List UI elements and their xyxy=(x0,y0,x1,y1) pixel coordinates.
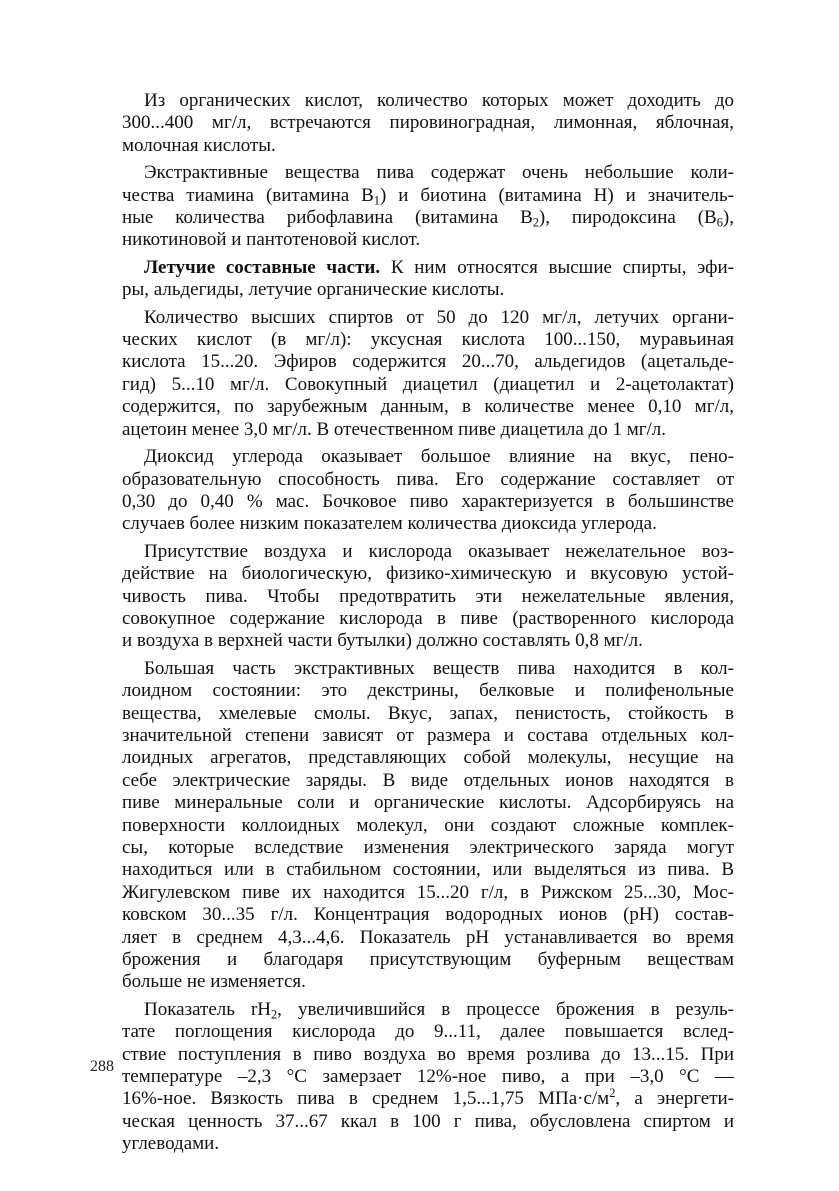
text-line: значительной степени зависят от размера и состава отдельных кол- xyxy=(122,724,734,746)
text-line: 0,30 до 0,40 % мас. Бочковое пиво характеризуется в большинстве xyxy=(122,490,734,512)
text-line: ры, альдегиды, летучие органические кислоты. xyxy=(122,279,505,301)
paragraph-extractive-vitamins xyxy=(122,162,734,252)
text-fragment: 16%-ное. Вязкость пива в среднем 1,5...1,75 МПа·с/м xyxy=(122,1088,610,1110)
text-line: кислота 15...20. Эфиров содержится 20...70, альдегидов (ацетальде- xyxy=(122,351,734,373)
text-line: больше не изменяется. xyxy=(122,971,306,993)
text-line: ческих кислот (в мг/л): уксусная кислота 100...150, муравьиная xyxy=(122,329,734,351)
text-fragment: ные количества рибофлавина (витамина В xyxy=(122,207,533,229)
paragraph-carbon-dioxide xyxy=(122,446,734,536)
text-line: ляет в среднем 4,3...4,6. Показатель рН устанавливается во время xyxy=(122,926,734,948)
text-line xyxy=(122,1088,734,1110)
text-line: Большая часть экстрактивных веществ пива находится в кол- xyxy=(144,657,734,679)
text-line: Жигулевском пиве их находится 15...20 г/л, в Рижском 25...30, Мос- xyxy=(122,881,734,903)
text-fragment: Показатель rH xyxy=(144,998,271,1020)
text-line: лоидном состоянии: это декстрины, белковые и полифенольные xyxy=(122,680,734,702)
paragraph-rh-viscosity xyxy=(122,999,734,1156)
text-line: температуре –2,3 °С замерзает 12%-ное пиво, а при –3,0 °С — xyxy=(122,1066,734,1088)
text-line: ковском 30...35 г/л. Концентрация водородных ионов (рН) состав- xyxy=(122,904,734,926)
paragraph-volatile-components xyxy=(122,257,734,302)
superscript: 2 xyxy=(609,1086,616,1101)
text-fragment: , а энергети- xyxy=(615,1088,734,1110)
paragraph-air-oxygen xyxy=(122,541,734,653)
text-line: чивость пива. Чтобы предотвратить эти нежелательные явления, xyxy=(122,585,734,607)
text-line: ацетоин менее 3,0 мг/л. В отечественном пиве диацетила до 1 мг/л. xyxy=(122,418,667,440)
page-number: 288 xyxy=(90,1058,114,1075)
text-line: Количество высших спиртов от 50 до 120 мг/л, летучих органи- xyxy=(144,306,734,328)
section-lead-heading: Летучие составные части. xyxy=(144,256,381,278)
text-line: гид) 5...10 мг/л. Совокупный диацетил (диацетил и 2-ацетолактат) xyxy=(122,373,734,395)
subscript: 6 xyxy=(716,215,723,230)
text-line: брожения и благодаря присутствующим буферным веществам xyxy=(122,949,734,971)
text-line xyxy=(122,185,734,207)
paragraph-colloidal-state xyxy=(122,658,734,994)
text-line: поверхности коллоидных молекул, они создают сложные комплек- xyxy=(122,814,734,836)
text-line: лоидных агрегатов, представляющих собой молекулы, несущие на xyxy=(122,747,734,769)
text-line: вещества, хмелевые смолы. Вкус, запах, пенистость, стойкость в xyxy=(122,702,734,724)
subscript: 2 xyxy=(532,215,539,230)
text-line: 300...400 мг/л, встречаются пировиноградная, лимонная, яблочная, xyxy=(122,112,734,134)
text-fragment: ), xyxy=(722,207,734,229)
text-line: действие на биологическую, физико-химическую и вкусовую устой- xyxy=(122,563,734,585)
text-line xyxy=(122,257,734,279)
text-line: Из органических кислот, количество которых может доходить до xyxy=(144,90,734,111)
text-line: находиться или в стабильном состоянии, или выделяться из пива. В xyxy=(122,859,734,881)
text-line: образовательную способность пива. Его содержание составляет от xyxy=(122,468,734,490)
text-fragment: К ним относятся высшие спирты, эфи- xyxy=(380,256,734,278)
text-line: углеводами. xyxy=(122,1133,220,1155)
text-line: Диоксид углерода оказывает большое влияние на вкус, пено- xyxy=(144,446,734,468)
text-line: молочная кислоты. xyxy=(122,134,276,156)
text-line xyxy=(122,999,734,1021)
text-fragment: чества тиамина (витамина В xyxy=(122,184,374,206)
text-line: ствие поступления в пиво воздуха во время розлива до 13...15. При xyxy=(122,1043,734,1065)
page-body xyxy=(122,90,734,1161)
text-line: себе электрические заряды. В виде отдельных ионов находятся в xyxy=(122,769,734,791)
text-line: сы, которые вследствие изменения электрического заряда могут xyxy=(122,837,734,858)
text-fragment: ) и биотина (витамина Н) и значитель- xyxy=(379,184,735,206)
subscript: 1 xyxy=(373,193,380,208)
text-line: Экстрактивные вещества пива содержат очень небольшие коли- xyxy=(144,162,734,184)
text-fragment: ), пиродоксина (В xyxy=(538,207,717,229)
text-line xyxy=(122,207,734,229)
subscript: 2 xyxy=(271,1007,278,1022)
text-line: пиве минеральные соли и органические кислоты. Адсорбируясь на xyxy=(122,792,734,814)
text-line: содержится, по зарубежным данным, в количестве менее 0,10 мг/л, xyxy=(122,396,734,418)
text-line: Присутствие воздуха и кислорода оказывает нежелательное воз- xyxy=(144,540,734,562)
text-fragment: , увеличившийся в процессе брожения в резуль- xyxy=(277,998,734,1020)
text-line: и воздуха в верхней части бутылки) должно составлять 0,8 мг/л. xyxy=(122,630,643,652)
paragraph-organic-acids xyxy=(122,90,734,157)
paragraph-higher-alcohols xyxy=(122,307,734,441)
text-line: совокупное содержание кислорода в пиве (растворенного кислорода xyxy=(122,607,734,629)
text-line: тате поглощения кислорода до 9...11, далее повышается вслед- xyxy=(122,1021,734,1043)
text-line: никотиновой и пантотеновой кислот. xyxy=(122,229,421,251)
text-line: ческая ценность 37...67 ккал в 100 г пива, обусловлена спиртом и xyxy=(122,1110,734,1132)
text-line: случаев более низким показателем количества диоксида углерода. xyxy=(122,513,657,535)
